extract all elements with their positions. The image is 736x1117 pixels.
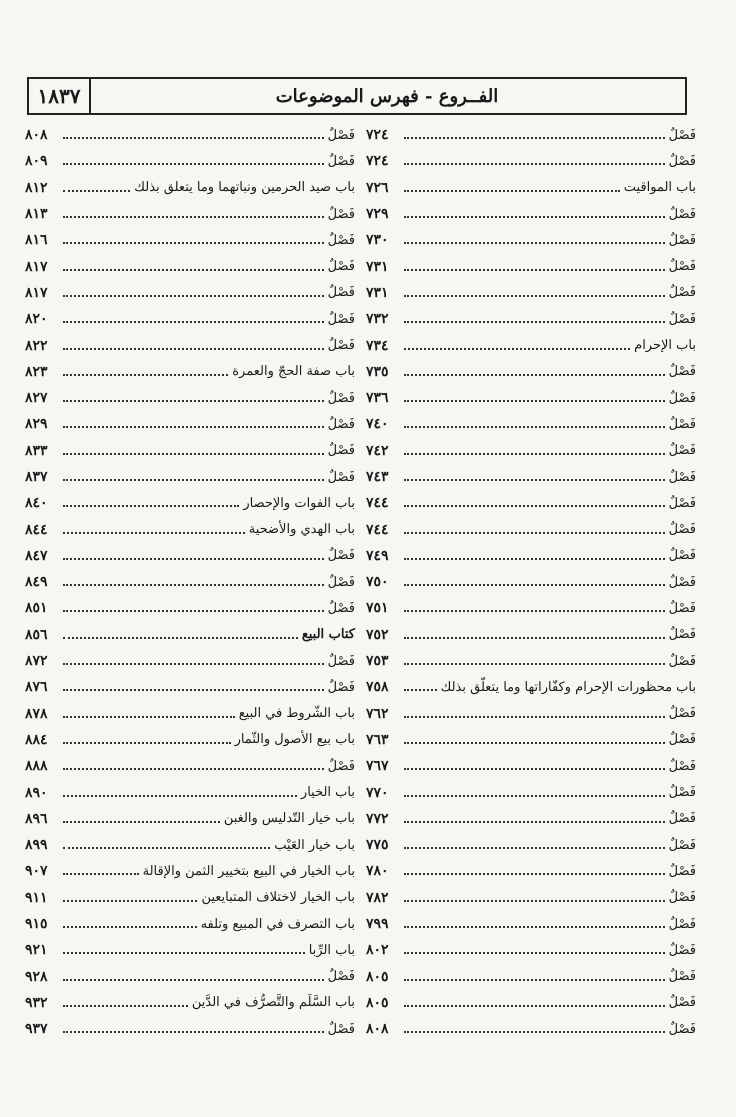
entry-title: فَصْلٌ	[327, 285, 355, 301]
entry-title: فَصْلٌ	[668, 942, 696, 958]
entry-title: فَصْلٌ	[327, 311, 355, 327]
entry-page-number: ٧٧٢	[366, 810, 389, 827]
entry-title: فَصْلٌ	[327, 390, 355, 406]
entry-title: باب الإحرام	[634, 338, 696, 354]
index-entry	[366, 701, 696, 727]
dot-leader	[63, 637, 298, 639]
index-entry	[366, 253, 696, 279]
entry-page-number: ٧٣١	[366, 284, 389, 301]
entry-page-number: ٨١٧	[25, 284, 48, 301]
entry-title: باب الخيار لاختلاف المتبايعين	[201, 890, 355, 906]
entry-page-number: ٨٣٧	[25, 469, 48, 485]
entry-title: فَصْلٌ	[668, 627, 696, 643]
entry-page-number: ٧٣٠	[366, 232, 389, 249]
entry-page-number: ٧٣٢	[366, 311, 389, 328]
index-entry	[366, 438, 696, 464]
entry-page-number: ٨١٢	[25, 179, 48, 196]
entry-page-number: ٨٠٩	[25, 153, 48, 170]
index-entry	[366, 280, 696, 306]
dot-leader	[404, 137, 665, 139]
entry-page-number: ٩٢٨	[25, 968, 48, 985]
dot-leader	[63, 584, 324, 586]
index-entry	[25, 306, 355, 332]
entry-title: فَصْلٌ	[327, 679, 355, 695]
index-entry	[366, 516, 696, 542]
entry-page-number: ٨٢٧	[25, 390, 48, 407]
index-entry	[25, 727, 355, 753]
index-entry	[366, 464, 696, 490]
entry-page-number: ٨١٧	[25, 258, 48, 275]
index-entry	[25, 595, 355, 621]
dot-leader	[63, 137, 324, 139]
dot-leader	[404, 952, 665, 954]
dot-leader	[404, 190, 620, 192]
index-entry	[366, 359, 696, 385]
dot-leader	[404, 426, 665, 428]
entry-page-number: ٨٨٤	[25, 731, 48, 748]
entry-page-number: ٨٠٥	[366, 994, 389, 1011]
dot-leader	[404, 821, 665, 823]
entry-page-number: ٧٤٩	[366, 547, 389, 564]
index-entry	[25, 464, 355, 490]
entry-page-number: ٧٥٨	[366, 679, 389, 696]
entry-title: فَصْلٌ	[327, 469, 355, 485]
dot-leader	[63, 742, 231, 744]
dot-leader	[63, 873, 139, 875]
index-entry	[25, 201, 355, 227]
index-entry	[366, 674, 696, 700]
entry-page-number: ٩٢١	[25, 942, 48, 959]
entry-page-number: ٧٤٠	[366, 416, 389, 433]
entry-page-number: ٨٢٢	[25, 337, 48, 354]
entry-title: فَصْلٌ	[327, 232, 355, 248]
page-number: ١٨٣٧	[29, 79, 91, 113]
dot-leader	[404, 663, 665, 665]
entry-page-number: ٨٧٨	[25, 705, 48, 722]
entry-title: فَصْلٌ	[668, 732, 696, 748]
entry-page-number: ٧٣٤	[366, 337, 389, 354]
index-entry	[25, 937, 355, 963]
entry-title: فَصْلٌ	[668, 916, 696, 932]
dot-leader	[404, 348, 630, 350]
entry-page-number: ٨٠٢	[366, 942, 389, 959]
dot-leader	[404, 742, 665, 744]
index-entry	[25, 385, 355, 411]
entry-page-number: ٨٩٩	[25, 837, 48, 854]
dot-leader	[63, 505, 239, 507]
entry-title: فَصْلٌ	[327, 1021, 355, 1037]
index-entry	[25, 753, 355, 779]
entry-page-number: ٨٢٩	[25, 416, 48, 433]
entry-page-number: ٧٢٤	[366, 153, 389, 170]
dot-leader	[63, 1005, 188, 1007]
dot-leader	[63, 479, 324, 481]
entry-title: فَصْلٌ	[668, 495, 696, 511]
entry-page-number: ٨٥١	[25, 600, 48, 617]
entry-page-number: ٨٠٨	[366, 1021, 389, 1038]
entry-title: فَصْلٌ	[668, 785, 696, 801]
dot-leader	[404, 926, 665, 928]
entry-title: فَصْلٌ	[327, 574, 355, 590]
entry-title: باب الفوات والإحصار	[243, 495, 355, 511]
index-entry	[25, 438, 355, 464]
index-entry	[25, 832, 355, 858]
entry-page-number: ٨٠٨	[25, 127, 48, 144]
index-entry	[366, 858, 696, 884]
entry-title: فَصْلٌ	[668, 811, 696, 827]
dot-leader	[404, 295, 665, 297]
dot-leader	[63, 242, 324, 244]
index-entry	[366, 543, 696, 569]
index-column-left	[25, 122, 355, 1042]
entry-title: فَصْلٌ	[668, 706, 696, 722]
entry-page-number: ٨١٣	[25, 206, 48, 223]
index-entry	[366, 622, 696, 648]
entry-page-number: ٧٦٢	[366, 705, 389, 722]
index-entry	[25, 885, 355, 911]
entry-page-number: ٩١٥	[25, 916, 48, 933]
entry-title: فَصْلٌ	[668, 653, 696, 669]
entry-page-number: ٧٢٩	[366, 206, 389, 223]
entry-title: فَصْلٌ	[668, 995, 696, 1011]
entry-page-number: ٧٥٠	[366, 574, 389, 591]
index-entry	[366, 885, 696, 911]
entry-title: باب بيع الأصول والثّمار	[234, 732, 355, 748]
index-entry	[366, 490, 696, 516]
running-title: الفــروع - فهرس الموضوعات	[275, 85, 499, 107]
index-entry	[366, 122, 696, 148]
entry-title: باب محظورات الإحرام وكفّاراتها وما يتعلّق بذلك	[440, 679, 696, 695]
entry-title: فَصْلٌ	[668, 890, 696, 906]
entry-page-number: ٧٣١	[366, 258, 389, 275]
index-entry	[366, 385, 696, 411]
dot-leader	[63, 663, 324, 665]
index-entry	[25, 280, 355, 306]
entry-title: فَصْلٌ	[327, 600, 355, 616]
dot-leader	[63, 453, 324, 455]
entry-page-number: ٧٧٠	[366, 784, 389, 801]
index-entry	[366, 806, 696, 832]
entry-page-number: ٨٠٥	[366, 968, 389, 985]
entry-page-number: ٧٤٤	[366, 495, 389, 512]
entry-title: فَصْلٌ	[668, 364, 696, 380]
entry-title: فَصْلٌ	[668, 206, 696, 222]
entry-page-number: ٨٧٦	[25, 679, 48, 696]
index-entry	[366, 937, 696, 963]
entry-title: فَصْلٌ	[327, 416, 355, 432]
dot-leader	[404, 400, 665, 402]
entry-page-number: ٨٩٦	[25, 810, 48, 827]
entry-title: باب السَّلَم والتَّصرُّف في الدَّين	[191, 995, 355, 1011]
dot-leader	[404, 795, 665, 797]
entry-page-number: ٨٩٠	[25, 784, 48, 801]
entry-title: باب المواقيت	[623, 180, 696, 196]
entry-page-number: ٨١٦	[25, 232, 48, 249]
dot-leader	[63, 821, 220, 823]
dot-leader	[63, 216, 324, 218]
dot-leader	[63, 716, 235, 718]
index-entry	[366, 832, 696, 858]
index-entry	[25, 964, 355, 990]
index-entry	[366, 227, 696, 253]
dot-leader	[404, 532, 665, 534]
entry-page-number: ٧٧٥	[366, 837, 389, 854]
dot-leader	[404, 269, 665, 271]
index-entry	[366, 990, 696, 1016]
index-entry	[366, 964, 696, 990]
index-entry	[366, 648, 696, 674]
entry-title: فَصْلٌ	[668, 285, 696, 301]
dot-leader	[63, 190, 130, 192]
dot-leader	[63, 952, 305, 954]
dot-leader	[404, 1005, 665, 1007]
index-entry	[25, 175, 355, 201]
dot-leader	[404, 584, 665, 586]
index-entry	[25, 858, 355, 884]
dot-leader	[63, 426, 324, 428]
entry-title: فَصْلٌ	[668, 232, 696, 248]
entry-page-number: ٨٤٠	[25, 495, 48, 512]
dot-leader	[404, 900, 665, 902]
entry-title: فَصْلٌ	[668, 837, 696, 853]
dot-leader	[63, 163, 324, 165]
index-entry	[366, 779, 696, 805]
dot-leader	[404, 847, 665, 849]
entry-title: فَصْلٌ	[327, 969, 355, 985]
index-entry	[366, 306, 696, 332]
index-entry	[366, 148, 696, 174]
entry-title: فَصْلٌ	[668, 863, 696, 879]
index-entry	[25, 779, 355, 805]
entry-page-number: ٨٧٢	[25, 653, 48, 670]
dot-leader	[404, 689, 437, 691]
entry-page-number: ٨٨٨	[25, 758, 48, 775]
index-entry	[366, 411, 696, 437]
dot-leader	[404, 768, 665, 770]
entry-page-number: ٧٣٥	[366, 363, 389, 380]
entry-page-number: ٨٢٣	[25, 363, 48, 380]
entry-title: فَصْلٌ	[327, 127, 355, 143]
entry-page-number: ٨٢٠	[25, 311, 48, 328]
entry-title: فَصْلٌ	[668, 469, 696, 485]
dot-leader	[63, 926, 197, 928]
index-entry	[25, 227, 355, 253]
dot-leader	[404, 479, 665, 481]
index-entry	[366, 911, 696, 937]
entry-title: فَصْلٌ	[668, 443, 696, 459]
entry-title: فَصْلٌ	[668, 390, 696, 406]
entry-title: فَصْلٌ	[327, 548, 355, 564]
index-entry	[366, 201, 696, 227]
entry-page-number: ٧٦٧	[366, 758, 389, 775]
index-entry	[25, 148, 355, 174]
entry-title: باب الخيار	[300, 785, 355, 801]
entry-page-number: ٨٤٩	[25, 574, 48, 591]
dot-leader	[63, 847, 270, 849]
dot-leader	[63, 321, 324, 323]
entry-title: باب صيد الحرمين ونباتهما وما يتعلق بذلك	[134, 180, 355, 196]
entry-page-number: ٧٢٤	[366, 127, 389, 144]
entry-page-number: ٧٢٦	[366, 179, 389, 196]
entry-title: فَصْلٌ	[327, 758, 355, 774]
entry-page-number: ٩٠٧	[25, 863, 48, 880]
dot-leader	[404, 873, 665, 875]
index-entry	[25, 674, 355, 700]
entry-page-number: ٧٨٢	[366, 889, 389, 906]
dot-leader	[404, 610, 665, 612]
dot-leader	[404, 716, 665, 718]
dot-leader	[63, 348, 324, 350]
entry-page-number: ٧٥٢	[366, 626, 389, 643]
dot-leader	[63, 374, 228, 376]
dot-leader	[404, 216, 665, 218]
entry-title: فَصْلٌ	[327, 153, 355, 169]
entry-title: فَصْلٌ	[668, 600, 696, 616]
entry-title: فَصْلٌ	[668, 758, 696, 774]
index-entry	[366, 1016, 696, 1042]
dot-leader	[404, 558, 665, 560]
entry-title: فَصْلٌ	[327, 259, 355, 275]
entry-page-number: ٧٤٢	[366, 442, 389, 459]
entry-title: باب الرِّبا	[308, 942, 355, 958]
entry-title: فَصْلٌ	[668, 153, 696, 169]
index-entry	[25, 253, 355, 279]
index-entry	[25, 516, 355, 542]
dot-leader	[63, 900, 197, 902]
entry-title: فَصْلٌ	[668, 1021, 696, 1037]
index-entry	[25, 569, 355, 595]
entry-title: فَصْلٌ	[668, 522, 696, 538]
index-entry	[366, 569, 696, 595]
index-entry	[25, 359, 355, 385]
dot-leader	[63, 768, 324, 770]
dot-leader	[404, 374, 665, 376]
entry-page-number: ٨٣٣	[25, 442, 48, 459]
index-entry	[366, 727, 696, 753]
entry-title: كتاب البيع	[301, 627, 355, 643]
index-entry	[25, 911, 355, 937]
entry-page-number: ٨٤٧	[25, 547, 48, 564]
dot-leader	[404, 453, 665, 455]
entry-title: فَصْلٌ	[327, 338, 355, 354]
entry-title: فَصْلٌ	[327, 653, 355, 669]
entry-page-number: ٨٥٦	[25, 626, 48, 643]
dot-leader	[63, 689, 324, 691]
index-entry	[25, 701, 355, 727]
index-entry	[25, 490, 355, 516]
index-entry	[25, 122, 355, 148]
entry-page-number: ٨٤٤	[25, 521, 48, 538]
index-entry	[25, 622, 355, 648]
page-header	[27, 77, 687, 115]
entry-page-number: ٧٥١	[366, 600, 389, 617]
dot-leader	[63, 295, 324, 297]
entry-page-number: ٧٤٤	[366, 521, 389, 538]
entry-title: باب صفة الحجّ والعمرة	[232, 364, 355, 380]
entry-title: باب خيار العَيْب	[274, 837, 355, 853]
entry-page-number: ٩٣٢	[25, 994, 48, 1011]
entry-title: باب الهدي والأضحية	[248, 522, 355, 538]
entry-title: فَصْلٌ	[668, 259, 696, 275]
entry-title: فَصْلٌ	[668, 969, 696, 985]
dot-leader	[404, 242, 665, 244]
entry-page-number: ٧٩٩	[366, 916, 389, 933]
dot-leader	[404, 163, 665, 165]
dot-leader	[404, 321, 665, 323]
dot-leader	[63, 400, 324, 402]
entry-title: فَصْلٌ	[327, 206, 355, 222]
entry-title: فَصْلٌ	[668, 311, 696, 327]
entry-page-number: ٧٨٠	[366, 863, 389, 880]
entry-title: باب خيار التّدليس والغبن	[223, 811, 355, 827]
dot-leader	[404, 1031, 665, 1033]
index-entry	[25, 543, 355, 569]
dot-leader	[63, 795, 297, 797]
entry-title: فَصْلٌ	[327, 443, 355, 459]
dot-leader	[63, 269, 324, 271]
entry-page-number: ٩٣٧	[25, 1021, 48, 1038]
dot-leader	[404, 637, 665, 639]
index-entry	[366, 332, 696, 358]
entry-title: فَصْلٌ	[668, 574, 696, 590]
entry-title: فَصْلٌ	[668, 127, 696, 143]
dot-leader	[63, 1031, 324, 1033]
index-entry	[366, 753, 696, 779]
index-column-right	[366, 122, 696, 1042]
index-entry	[25, 648, 355, 674]
entry-title: فَصْلٌ	[668, 548, 696, 564]
entry-page-number: ٧٣٦	[366, 390, 389, 407]
entry-title: باب الشّروط في البيع	[238, 706, 355, 722]
entry-page-number: ٧٦٣	[366, 731, 389, 748]
entry-title: باب الخيار في البيع بتخيير الثمن والإقالة	[142, 863, 355, 879]
entry-page-number: ٧٤٣	[366, 469, 389, 485]
dot-leader	[63, 532, 245, 534]
index-entry	[366, 175, 696, 201]
entry-title: فَصْلٌ	[668, 416, 696, 432]
index-entry	[366, 595, 696, 621]
entry-title: باب التصرف في المبيع وتلفه	[200, 916, 355, 932]
dot-leader	[63, 610, 324, 612]
index-entry	[25, 411, 355, 437]
dot-leader	[63, 979, 324, 981]
dot-leader	[63, 558, 324, 560]
entry-page-number: ٩١١	[25, 889, 48, 906]
index-entry	[25, 1016, 355, 1042]
dot-leader	[404, 979, 665, 981]
index-entry	[25, 990, 355, 1016]
entry-page-number: ٧٥٣	[366, 653, 389, 670]
dot-leader	[404, 505, 665, 507]
index-entry	[25, 806, 355, 832]
index-entry	[25, 332, 355, 358]
